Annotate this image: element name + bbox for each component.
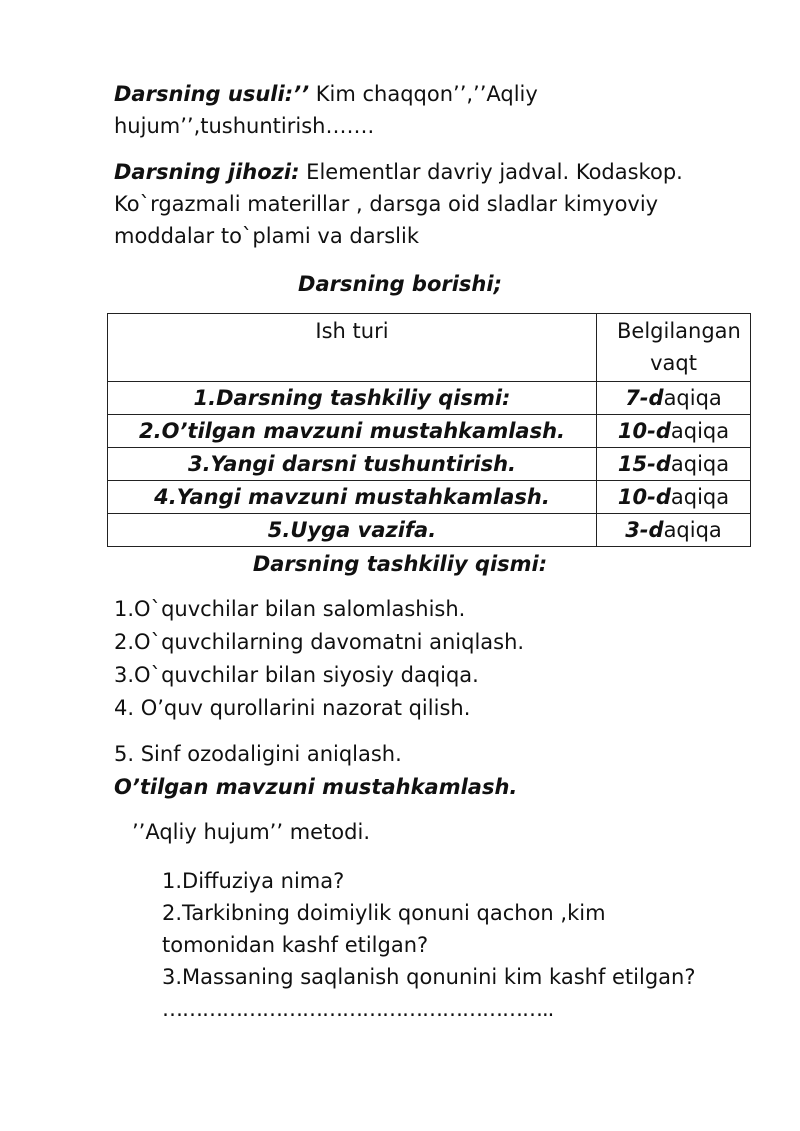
list-item: 1.O`quvchilar bilan salomlashish. [114, 597, 466, 621]
table-cell-activity: 2.O’tilgan mavzuni mustahkamlash. [108, 415, 597, 448]
list-item: 4. O’quv qurollarini nazorat qilish. [114, 696, 471, 720]
lesson-method-label: Darsning usuli:’’ [114, 82, 310, 106]
org-section-heading: Darsning tashkiliy qismi: [252, 552, 548, 576]
table-cell-time: 7-daqiqa [597, 382, 751, 415]
lesson-method-paragraph [114, 78, 714, 142]
org-steps-list [114, 593, 524, 725]
list-item: ………………………………………………….. [162, 997, 554, 1021]
lesson-equipment-text: Elementlar davriy jadval. Kodaskop. Ko`rgazmali materillar , darsga oid sladlar kimyoviy moddalar to`plami va darslik [114, 160, 683, 248]
lesson-equipment-label: Darsning jihozi: [114, 160, 300, 184]
review-section-heading: O’tilgan mavzuni mustahkamlash. [114, 775, 518, 799]
list-item: 2.Tarkibning doimiylik qonuni qachon ,kim tomonidan kashf etilgan? [162, 901, 606, 957]
table-header-activity: Ish turi [108, 314, 597, 382]
table-cell-time: 10-daqiqa [597, 481, 751, 514]
org-step-5: 5. Sinf ozodaligini aniqlash. [114, 742, 402, 766]
list-item: 3.O`quvchilar bilan siyosiy daqiqa. [114, 663, 479, 687]
list-item: 2.O`quvchilarning davomatni aniqlash. [114, 630, 525, 654]
table-row [108, 448, 751, 481]
questions-list [162, 865, 762, 1025]
table-row [108, 481, 751, 514]
table-cell-activity: 1.Darsning tashkiliy qismi: [108, 382, 597, 415]
table-cell-time: 15-daqiqa [597, 448, 751, 481]
table-header-time: Belgilangan vaqt [597, 314, 751, 382]
table-header-row [108, 314, 751, 382]
table-cell-time: 3-daqiqa [597, 514, 751, 547]
list-item: 3.Massaning saqlanish qonunini kim kashf etilgan? [162, 965, 696, 989]
table-row [108, 514, 751, 547]
table-cell-activity: 4.Yangi mavzuni mustahkamlash. [108, 481, 597, 514]
lesson-equipment-paragraph [114, 156, 714, 252]
lesson-course-heading: Darsning borishi; [298, 272, 502, 296]
method-name: ’’Aqliy hujum’’ metodi. [132, 820, 370, 844]
table-row [108, 382, 751, 415]
table-row [108, 415, 751, 448]
table-cell-time: 10-daqiqa [597, 415, 751, 448]
list-item: 1.Diffuziya nima? [162, 869, 345, 893]
table-cell-activity: 5.Uyga vazifa. [108, 514, 597, 547]
lesson-plan-table [107, 313, 751, 547]
table-cell-activity: 3.Yangi darsni tushuntirish. [108, 448, 597, 481]
lesson-method-text: Kim chaqqon’’,’’Aqliy hujum’’,tushuntirish……. [114, 82, 538, 138]
